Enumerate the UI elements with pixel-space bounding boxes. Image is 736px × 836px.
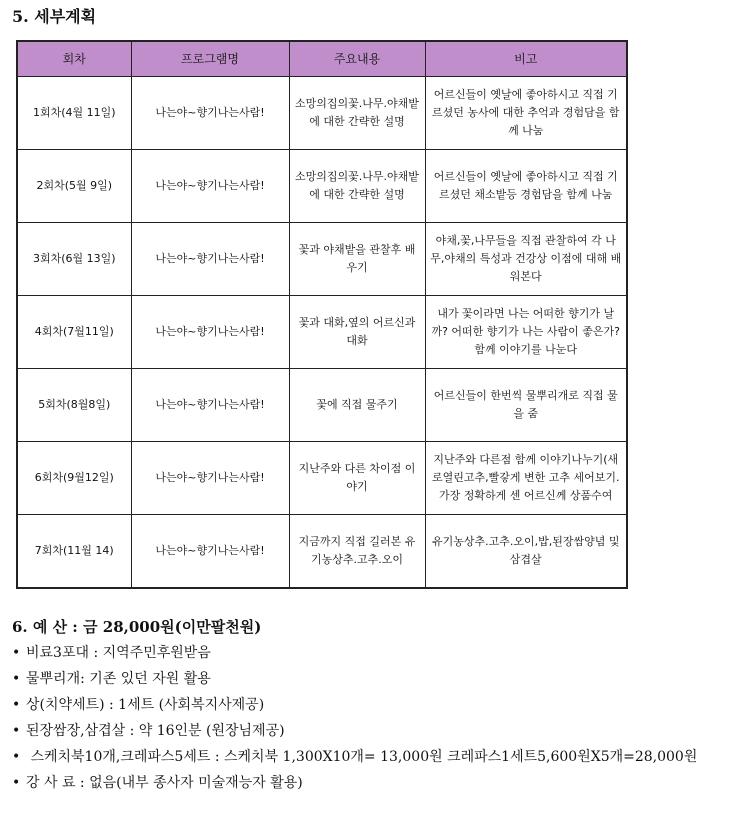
table-row — [17, 296, 627, 369]
table-row — [17, 442, 627, 515]
note-cell: 지난주와 다른점 함께 이야기나누기(새로열린고추,빨갛게 변한 고추 세어보기. 가장 정확하게 센 어르신께 상품수여 — [425, 442, 627, 515]
program-cell: 나는야~향기나는사람! — [131, 369, 289, 442]
bullet-marker: • — [12, 775, 21, 791]
budget-item — [12, 666, 730, 692]
session-cell: 4회차(7월11일) — [17, 296, 131, 369]
budget-item-text: 물뿌리개: 기존 있던 자원 활용 — [26, 671, 211, 687]
note-cell: 내가 꽃이라면 나는 어떠한 향기가 날까? 어떠한 향기가 나는 사람이 좋은가? 함께 이야기를 나눈다 — [425, 296, 627, 369]
content-cell: 지금까지 직접 길러본 유기농상추.고추.오이 — [289, 515, 425, 588]
program-cell: 나는야~향기나는사람! — [131, 150, 289, 223]
table-row — [17, 369, 627, 442]
program-cell: 나는야~향기나는사람! — [131, 442, 289, 515]
session-cell: 3회차(6월 13일) — [17, 223, 131, 296]
content-cell: 소망의집의꽃.나무.야채밭에 대한 간략한 설명 — [289, 150, 425, 223]
note-cell: 유기농상추.고추.오이,밥,된장쌈양념 및 삼겹살 — [425, 515, 627, 588]
session-cell: 1회차(4월 11일) — [17, 77, 131, 150]
bullet-marker: • — [12, 697, 21, 713]
budget-title: 6. 예 산 : 금 28,000원(이만팔천원) — [12, 618, 262, 636]
session-cell: 2회차(5월 9일) — [17, 150, 131, 223]
table-header-row — [17, 41, 627, 77]
section-5-heading: 5. 세부계획 — [12, 7, 97, 26]
content-cell: 꽃과 대화,옆의 어르신과 대화 — [289, 296, 425, 369]
bullet-marker: • — [12, 645, 21, 661]
program-cell: 나는야~향기나는사람! — [131, 223, 289, 296]
header-session: 회차 — [17, 41, 131, 77]
header-program: 프로그램명 — [131, 41, 289, 77]
content-cell: 꽃에 직접 물주기 — [289, 369, 425, 442]
content-cell: 꽃과 야채밭을 관찰후 배우기 — [289, 223, 425, 296]
budget-item — [12, 692, 730, 718]
note-cell: 어르신들이 옛날에 좋아하시고 직접 기르셨던 채소밭등 경험담을 함께 나눔 — [425, 150, 627, 223]
program-cell: 나는야~향기나는사람! — [131, 515, 289, 588]
budget-item-text: 비료3포대 : 지역주민후원받음 — [26, 645, 211, 661]
budget-item-text: 강 사 료 : 없음(내부 종사자 미술재능자 활용) — [26, 775, 303, 791]
table-row — [17, 515, 627, 588]
program-cell: 나는야~향기나는사람! — [131, 77, 289, 150]
header-content: 주요내용 — [289, 41, 425, 77]
program-cell: 나는야~향기나는사람! — [131, 296, 289, 369]
budget-item — [12, 718, 730, 744]
header-note: 비고 — [425, 41, 627, 77]
note-cell: 야채,꽃,나무들을 직접 관찰하여 각 나무,야채의 특성과 건강상 이점에 대해 배워본다 — [425, 223, 627, 296]
budget-item — [12, 640, 730, 666]
session-cell: 5회차(8월8일) — [17, 369, 131, 442]
bullet-marker: • — [12, 749, 21, 765]
budget-item — [12, 744, 730, 770]
detailed-plan-table — [16, 40, 628, 589]
budget-section — [12, 614, 730, 796]
budget-item — [12, 770, 730, 796]
note-cell: 어르신들이 한번씩 물뿌리개로 직접 물을 줌 — [425, 369, 627, 442]
budget-item-text: 된장쌈장,삼겹살 : 약 16인분 (원장님제공) — [26, 723, 285, 739]
note-cell: 어르신들이 옛날에 좋아하시고 직접 기르셨던 농사에 대한 추억과 경험담을 함께 나눔 — [425, 77, 627, 150]
bullet-marker: • — [12, 723, 21, 739]
table-row — [17, 77, 627, 150]
content-cell: 소망의집의꽃.나무.야채밭에 대한 간략한 설명 — [289, 77, 425, 150]
table-row — [17, 223, 627, 296]
budget-item-text: 스케치북10개,크레파스5세트 : 스케치북 1,300X10개= 13,000원 크레파스1세트5,600원X5개=28,000원 — [26, 749, 698, 765]
budget-item-text: 상(치약세트) : 1세트 (사회복지사제공) — [26, 697, 265, 713]
session-cell: 6회차(9월12일) — [17, 442, 131, 515]
session-cell: 7회차(11월 14) — [17, 515, 131, 588]
bullet-marker: • — [12, 671, 21, 687]
table-row — [17, 150, 627, 223]
content-cell: 지난주와 다른 차이점 이야기 — [289, 442, 425, 515]
